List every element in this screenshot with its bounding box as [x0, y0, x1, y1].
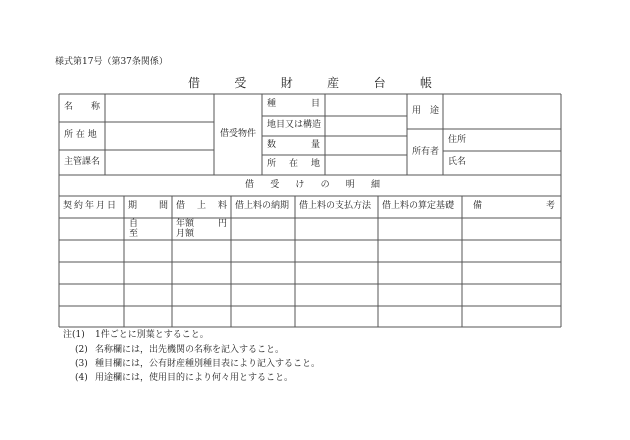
note-3-num: (3) [75, 359, 88, 369]
title-char: 台 [373, 76, 386, 90]
title-char: 財 [280, 76, 293, 90]
note-1-text: 1件ごとに別葉とすること。 [95, 330, 209, 340]
header-rent: 借 上 料 [176, 201, 227, 211]
property-location-label: 所 在 地 [267, 159, 320, 169]
header-remarks: 備 考 [473, 201, 555, 211]
rent-monthly: 月額 [176, 229, 195, 239]
title-char: 借 [188, 76, 201, 90]
type-label: 種 目 [267, 99, 320, 109]
note-4-num: (4) [75, 373, 88, 383]
details-section-title: 借 受 け の 明 細 [245, 180, 380, 190]
period-to: 至 [129, 229, 139, 239]
property-label: 借受物件 [220, 129, 257, 139]
owner-label: 所有者 [412, 147, 440, 157]
name-label: 名 称 [64, 102, 101, 112]
title-char: 帳 [419, 76, 432, 90]
title-char: 産 [327, 76, 340, 90]
form-number: 様式第17号（第37条関係） [55, 57, 168, 67]
owner-name-label: 氏名 [448, 157, 467, 167]
header-calc-basis: 借上料の算定基礎 [382, 201, 455, 211]
header-payment-method: 借上料の支払方法 [299, 201, 372, 211]
land-structure-label: 地目又は構造 [267, 120, 322, 130]
note-4-text: 用途欄には，使用目的により何々用とすること。 [95, 373, 294, 383]
title-char: 受 [234, 76, 247, 90]
period-from: 自 [129, 219, 139, 229]
header-contract-date: 契約年月日 [63, 201, 119, 211]
owner-address-label: 住所 [448, 135, 467, 145]
quantity-label: 数 量 [267, 140, 320, 150]
header-period: 期 間 [128, 201, 168, 211]
note-2-text: 名称欄には，出先機関の名称を記入すること。 [95, 345, 285, 355]
header-rent-due: 借上料の納期 [235, 201, 290, 211]
note-3-text: 種目欄には，公有財産種別種目表により記入すること。 [95, 359, 321, 369]
note-1-num: 注(1) [63, 330, 85, 340]
note-2-num: (2) [75, 345, 88, 355]
dept-label: 主管課名 [64, 157, 101, 167]
use-label: 用 途 [412, 106, 440, 116]
rent-annual: 年額 [176, 219, 195, 229]
rent-yen: 円 [218, 219, 228, 229]
location-label: 所 在 地 [64, 130, 97, 140]
